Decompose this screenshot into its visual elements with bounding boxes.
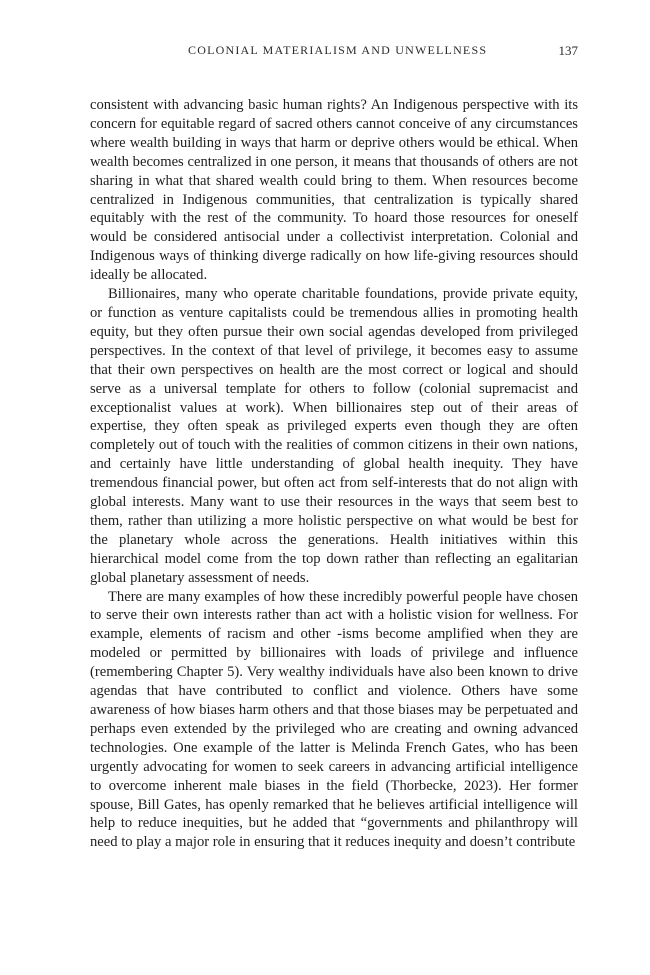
page-number: 137 <box>558 43 578 58</box>
running-title: COLONIAL MATERIALISM AND UNWELLNESS <box>188 43 488 57</box>
paragraph: consistent with advancing basic human rights? An Indigenous perspective with its concern for equitable regard of sacred others cannot conceive of any circumstances where wealth building in ways that harm or deprive others would be ethical. When wealth becomes centralized in one person, it means that thousands of others are not sharing in what that shared wealth could bring to them. When resources become centralized in Indigenous communities, that centralization is typically shared equitably with the rest of the community. To hoard those resources for oneself would be considered antisocial under a collectivist interpretation. Colonial and Indigenous ways of thinking diverge radically on how life-giving resources should ideally be allocated. <box>90 97 578 284</box>
paragraph: There are many examples of how these incredibly powerful people have chosen to serve their own interests rather than act with a holistic vision for wellness. For example, elements of racism and other -isms become amplified when they are modeled or permitted by billionaires with loads of privilege and influence (remembering Chapter 5). Very wealthy individuals have also been known to drive agendas that have contributed to conflict and violence. Others have some awareness of how biases harm others and that those biases may be perpetuated and perhaps even extended by the privileged who are creating and owning advanced technologies. One example of the latter is Melinda French Gates, who has been urgently advocating for women to seek careers in advancing artificial intelligence to overcome inherent male biases in the field (Thorbecke, 2023). Her former spouse, Bill Gates, has openly remarked that he believes artificial intelligence will help to reduce inequities, but he added that “governments and philanthropy will need to play a major role in ensuring that it reduces inequity and doesn’t contribute <box>90 588 578 851</box>
running-header <box>90 43 578 63</box>
paragraph: Billionaires, many who operate charitable foundations, provide private equity, or function as venture capitalists could be tremendous allies in promoting health equity, but they often pursue their own social agendas developed from privileged perspectives. In the context of that level of privilege, it becomes easy to assume that their own perspectives on health are the most correct or logical and should serve as a universal template for others to follow (colonial supremacist and exceptionalist values at work). When billionaires step out of their areas of expertise, they often speak as privileged experts even though they are often completely out of touch with the realities of common citizens in their own nations, and certainly have little understanding of global health inequity. They have tremendous financial power, but often act from self-interests that do not align with global interests. Many want to use their resources in the ways that seem best to them, rather than utilizing a more holistic perspective on what would be best for the planetary whole across the generations. Health initiatives within this hierarchical model come from the top down rather than reflecting an egalitarian global planetary assessment of needs. <box>90 286 578 586</box>
body-text <box>90 96 578 852</box>
